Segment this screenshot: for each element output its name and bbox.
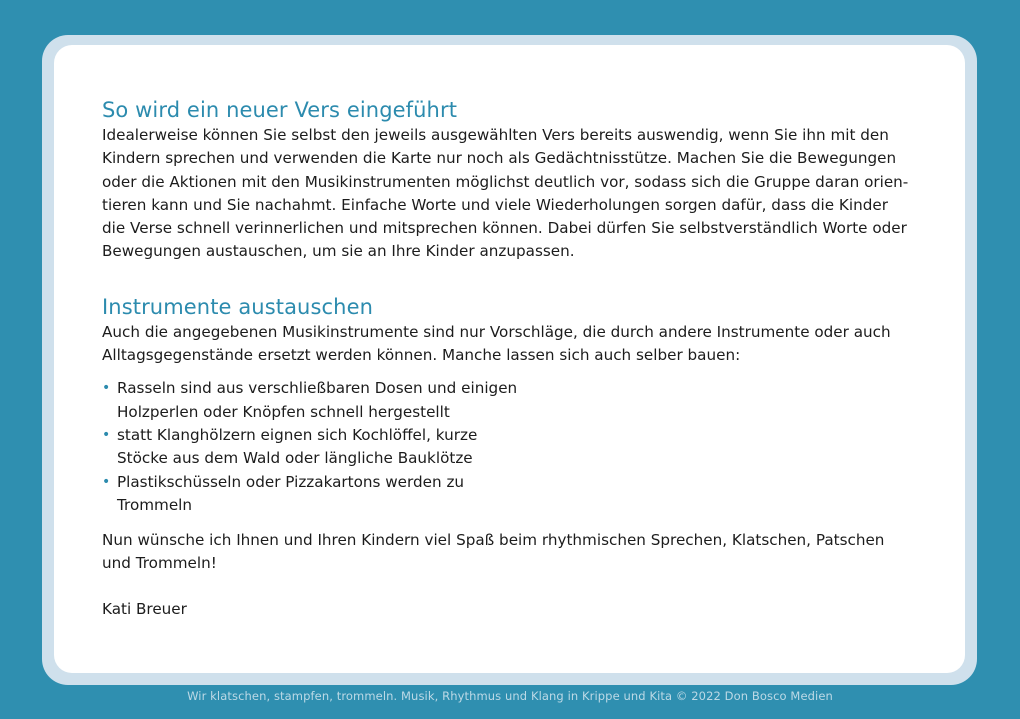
instruments-line: Auch die angegebenen Musikinstrumente sind nur Vorschläge, die durch andere Instrumente oder auch	[102, 322, 891, 341]
list-item-text: Stöcke aus dem Wald oder längliche Bauklötze	[117, 449, 473, 468]
intro-line: Bewegungen austauschen, um sie an Ihre Kinder anzupassen.	[102, 242, 575, 261]
section-title-instruments: Instrumente austauschen	[102, 294, 373, 319]
list-item	[102, 424, 537, 471]
intro-line: Idealerweise können Sie selbst den jeweils ausgewählten Vers bereits auswendig, wenn Sie ihn mit den	[102, 126, 889, 144]
bullet-icon: •	[102, 473, 111, 490]
intro-line: tieren kann und Sie nachahmt. Einfache Worte und viele Wiederholungen sorgen dafür, dass die Kinder	[102, 195, 888, 214]
intro-line: die Verse schnell verinnerlichen und mitsprechen können. Dabei dürfen Sie selbstverständlich Worte oder	[102, 219, 907, 238]
bullet-icon: •	[102, 380, 111, 397]
closing-line: Nun wünsche ich Ihnen und Ihren Kindern viel Spaß beim rhythmischen Sprechen, Klatschen, Patschen	[102, 531, 885, 550]
closing-paragraph	[102, 529, 922, 576]
list-item-text: Plastikschüsseln oder Pizzakartons werden zu	[117, 472, 465, 491]
list-item-text: Holzperlen oder Knöpfen schnell hergestellt	[117, 402, 450, 421]
bullet-icon: •	[102, 426, 111, 443]
list-item	[102, 377, 537, 424]
card-content	[102, 97, 922, 621]
list-item-text: Rasseln sind aus verschließbaren Dosen und einigen	[117, 379, 518, 398]
list-item-text: Trommeln	[117, 495, 193, 514]
intro-line: oder die Aktionen mit den Musikinstrumenten möglichst deutlich vor, sodass sich die Gruppe daran orien-	[102, 172, 909, 191]
author-signature: Kati Breuer	[102, 599, 187, 618]
intro-line: Kindern sprechen und verwenden die Karte nur noch als Gedächtnisstütze. Machen Sie die Bewegungen	[102, 149, 897, 168]
content-card	[54, 45, 965, 673]
intro-paragraph	[102, 124, 922, 264]
page-footer: Wir klatschen, stampfen, trommeln. Musik, Rhythmus und Klang in Krippe und Kita © 2022 Don Bosco Medien	[187, 689, 833, 703]
section-title-intro: So wird ein neuer Vers eingeführt	[102, 98, 458, 122]
list-item	[102, 471, 537, 518]
instruments-line: Alltagsgegenstände ersetzt werden können. Manche lassen sich auch selber bauen:	[102, 346, 741, 365]
instruments-paragraph	[102, 321, 922, 368]
instrument-list	[102, 377, 922, 517]
closing-line: und Trommeln!	[102, 554, 217, 573]
list-item-text: statt Klanghölzern eignen sich Kochlöffel, kurze	[117, 425, 478, 444]
